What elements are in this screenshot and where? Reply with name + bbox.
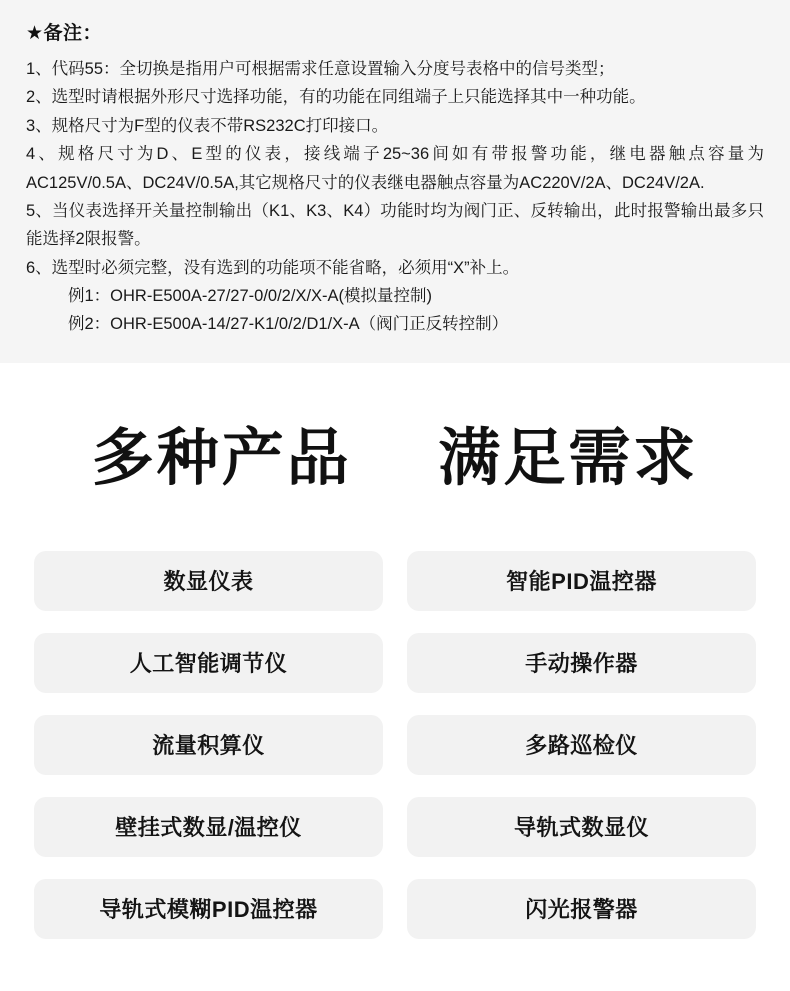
- headline: [92, 425, 699, 493]
- note-line-2: 2、选型时请根据外形尺寸选择功能，有的功能在同组端子上只能选择其中一种功能。: [26, 88, 646, 107]
- product-chip[interactable]: 人工智能调节仪: [34, 633, 383, 693]
- product-chip[interactable]: 手动操作器: [407, 633, 756, 693]
- headline-left: 多种产品: [91, 423, 352, 493]
- product-chip[interactable]: 闪光报警器: [407, 879, 756, 939]
- note-line-3: 3、规格尺寸为F型的仪表不带RS232C打印接口。: [26, 116, 389, 135]
- headline-right: 满足需求: [438, 423, 699, 493]
- product-chip[interactable]: 多路巡检仪: [407, 715, 756, 775]
- note-line-6: 6、选型时必须完整，没有选到的功能项不能省略，必须用“X”补上。: [26, 258, 520, 277]
- product-chip[interactable]: 导轨式数显仪: [407, 797, 756, 857]
- product-grid: [34, 551, 756, 939]
- product-chip[interactable]: 导轨式模糊PID温控器: [34, 879, 383, 939]
- note-example-1: 例1：OHR-E500A-27/27-0/0/2/X/X-A(模拟量控制): [68, 287, 433, 305]
- notes-panel: [0, 0, 790, 363]
- product-chip[interactable]: 流量积算仪: [34, 715, 383, 775]
- note-line-4: 4、规格尺寸为D、E型的仪表，接线端子25~36间如有带报警功能，继电器触点容量为AC125V/0.5A、DC24V/0.5A,其它规格尺寸的仪表继电器触点容量为AC220V/2A、DC24V/2A.: [26, 145, 764, 192]
- notes-title: ★备注：: [26, 23, 103, 44]
- product-chip[interactable]: 壁挂式数显/温控仪: [34, 797, 383, 857]
- note-line-5: 5、当仪表选择开关量控制输出（K1、K3、K4）功能时均为阀门正、反转输出，此时报警输出最多只能选择2限报警。: [26, 201, 764, 249]
- note-line-1: 1、代码55：全切换是指用户可根据需求任意设置输入分度号表格中的信号类型；: [26, 60, 615, 78]
- headline-section: [0, 363, 790, 503]
- note-example-2: 例2：OHR-E500A-14/27-K1/0/2/D1/X-A（阀门正反转控制）: [68, 315, 509, 334]
- product-chip[interactable]: 数显仪表: [34, 551, 383, 611]
- product-chip[interactable]: 智能PID温控器: [407, 551, 756, 611]
